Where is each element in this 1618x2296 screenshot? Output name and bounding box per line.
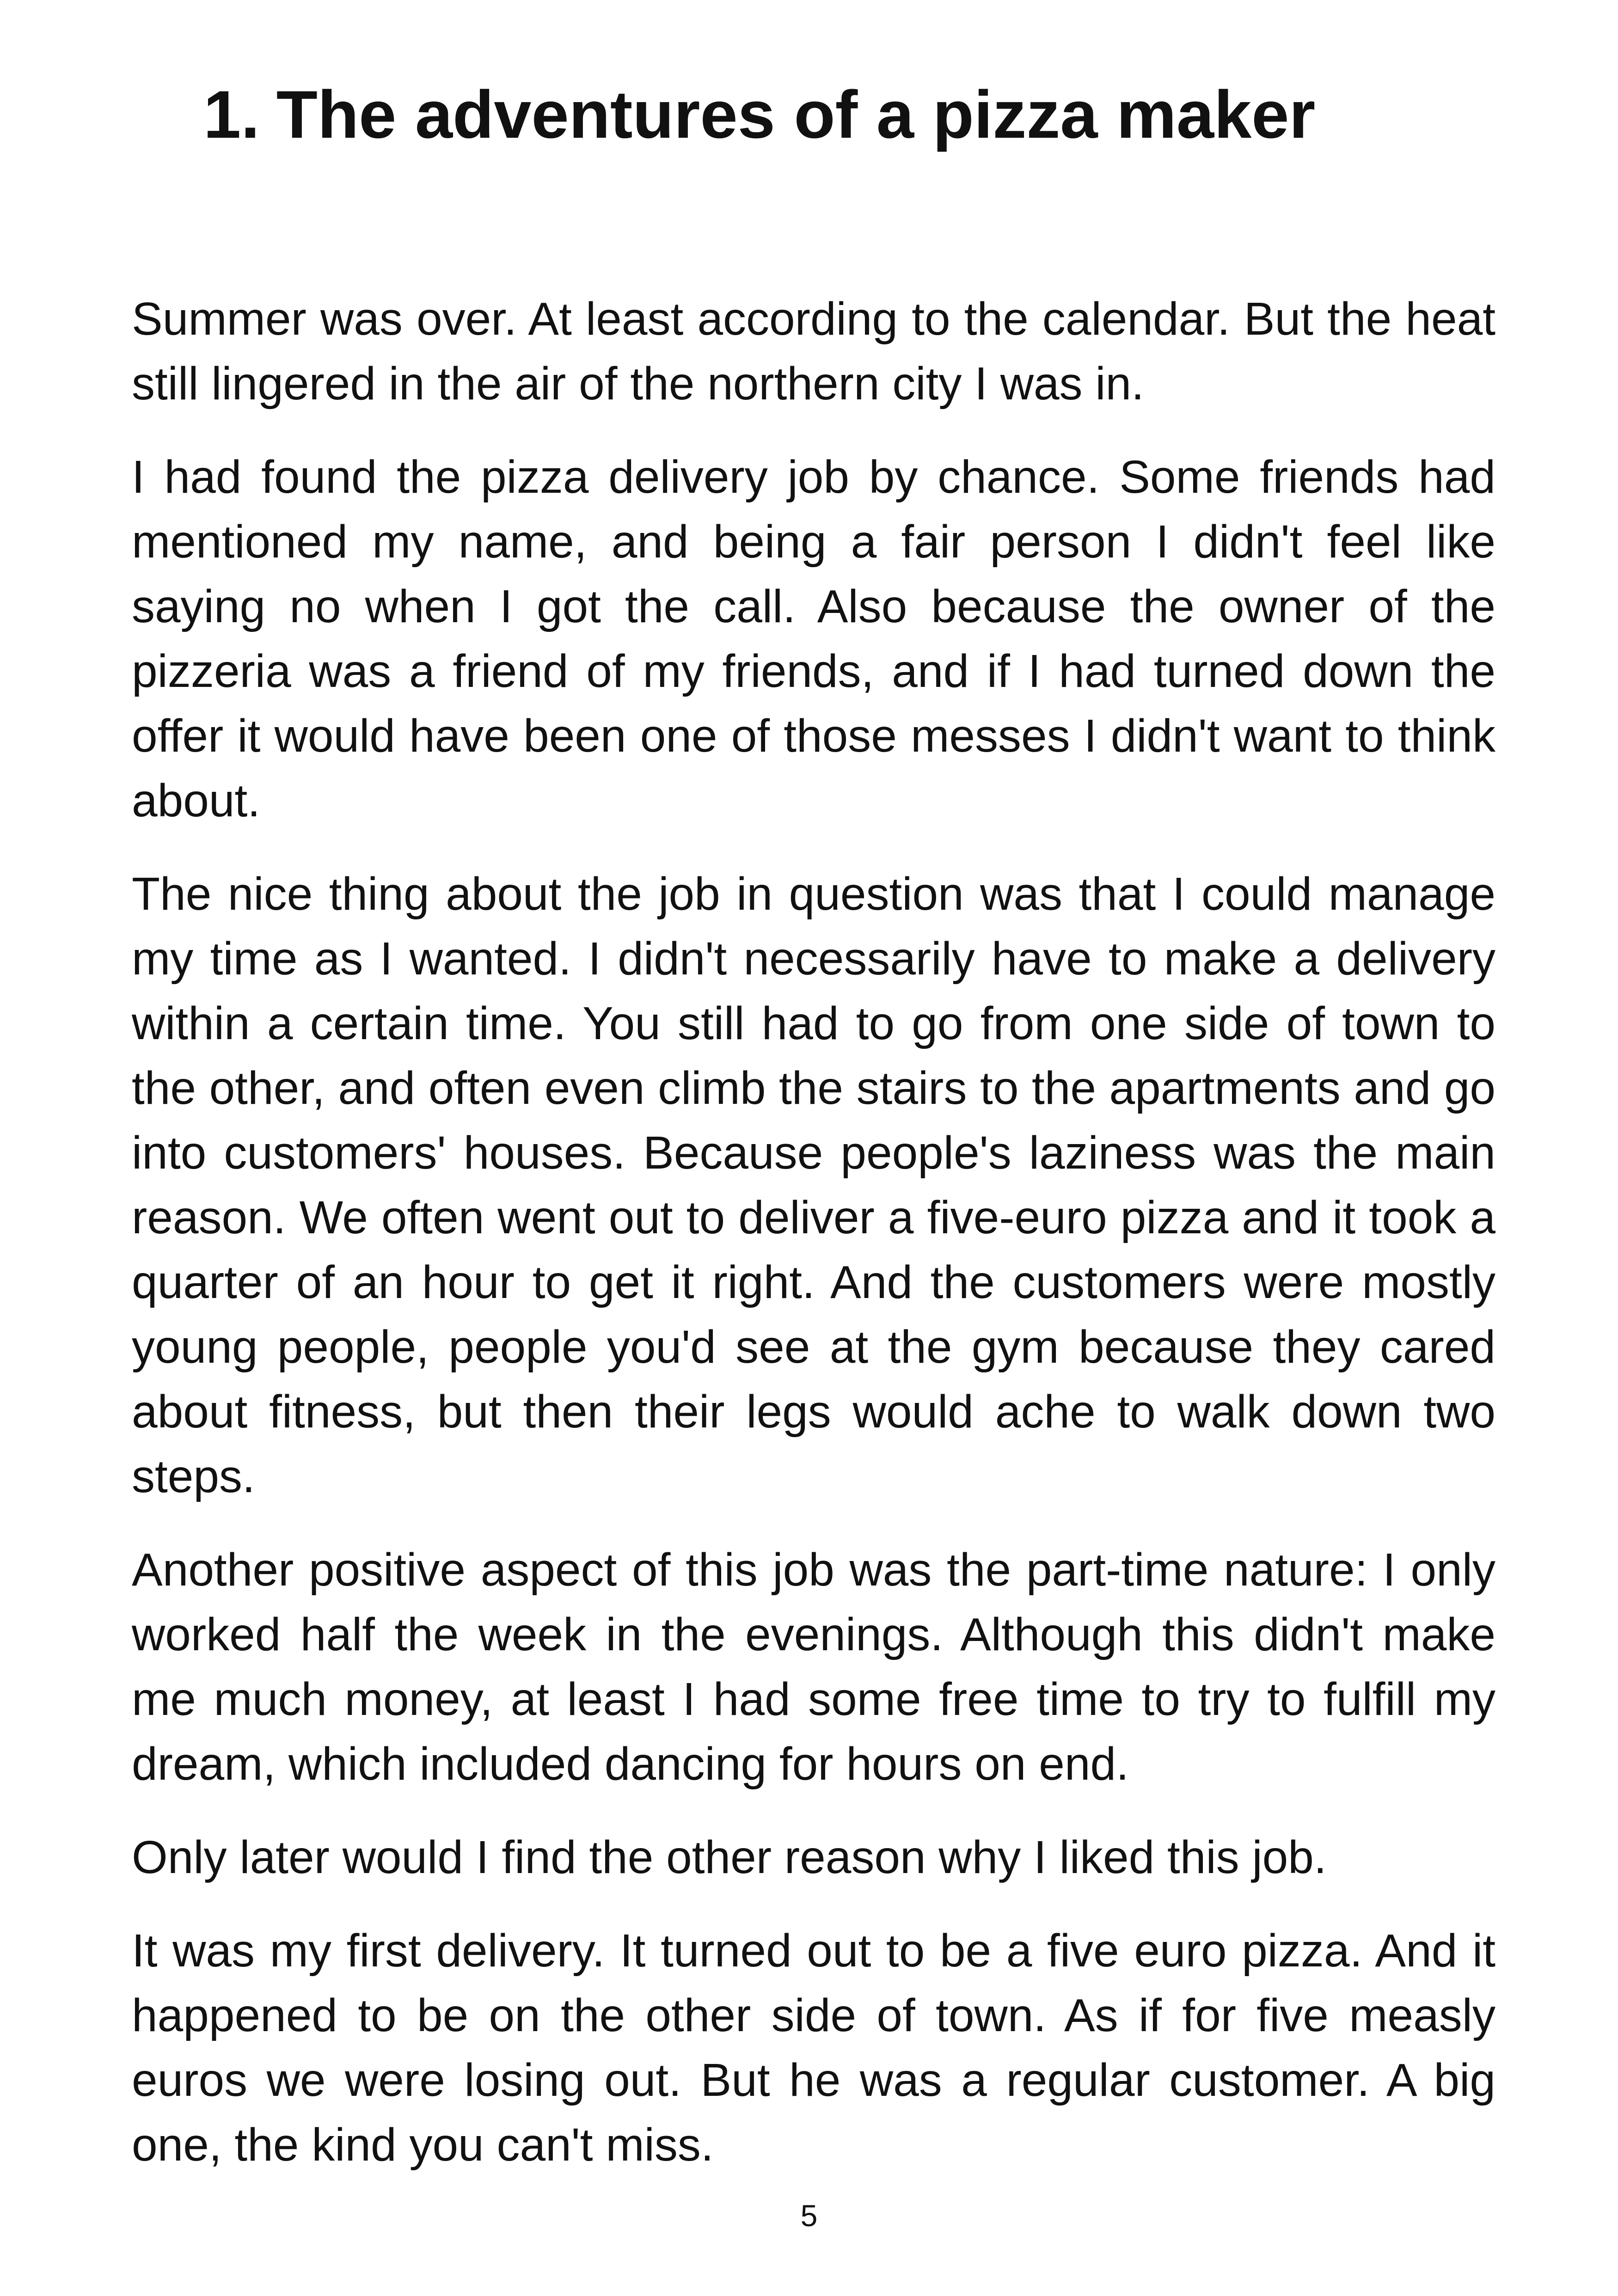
paragraph: I had found the pizza delivery job by chance. Some friends had mentioned my name, and being a fair person I didn't feel like saying no when I got the call. Also because the owner of the pizzeria was a friend of my friends, and if I had turned down the offer it would have been one of those messes I didn't want to think about. [132, 451, 1495, 827]
body-text [132, 287, 1495, 2206]
chapter-title: The adventures of a pizza maker [276, 77, 1316, 152]
chapter-number: 1. [203, 77, 260, 152]
paragraph: Summer was over. At least according to the calendar. But the heat still lingered in the air of the northern city I was in. [132, 293, 1495, 410]
chapter-heading [203, 74, 1315, 155]
page-number: 5 [800, 2198, 818, 2233]
paragraph: The nice thing about the job in question was that I could manage my time as I wanted. I didn't necessarily have to make a delivery within a certain time. You still had to go from one side of town to the other, and often even climb the stairs to the apartments and go into customers' houses. Because people's laziness was the main reason. We often went out to deliver a five-euro pizza and it took a quarter of an hour to get it right. And the customers were mostly young people, people you'd see at the gym because they cared about fitness, but then their legs would ache to walk down two steps. [132, 868, 1495, 1502]
paragraph: It was my first delivery. It turned out to be a five euro pizza. And it happened to be on the other side of town. As if for five measly euros we were losing out. But he was a regular customer. A big one, the kind you can't miss. [132, 1925, 1495, 2171]
paragraph: Another positive aspect of this job was the part-time nature: I only worked half the week in the evenings. Although this didn't make me much money, at least I had some free time to try to fulfill my dream, which included dancing for hours on end. [132, 1544, 1495, 1790]
paragraph: Only later would I find the other reason why I liked this job. [132, 1831, 1327, 1883]
